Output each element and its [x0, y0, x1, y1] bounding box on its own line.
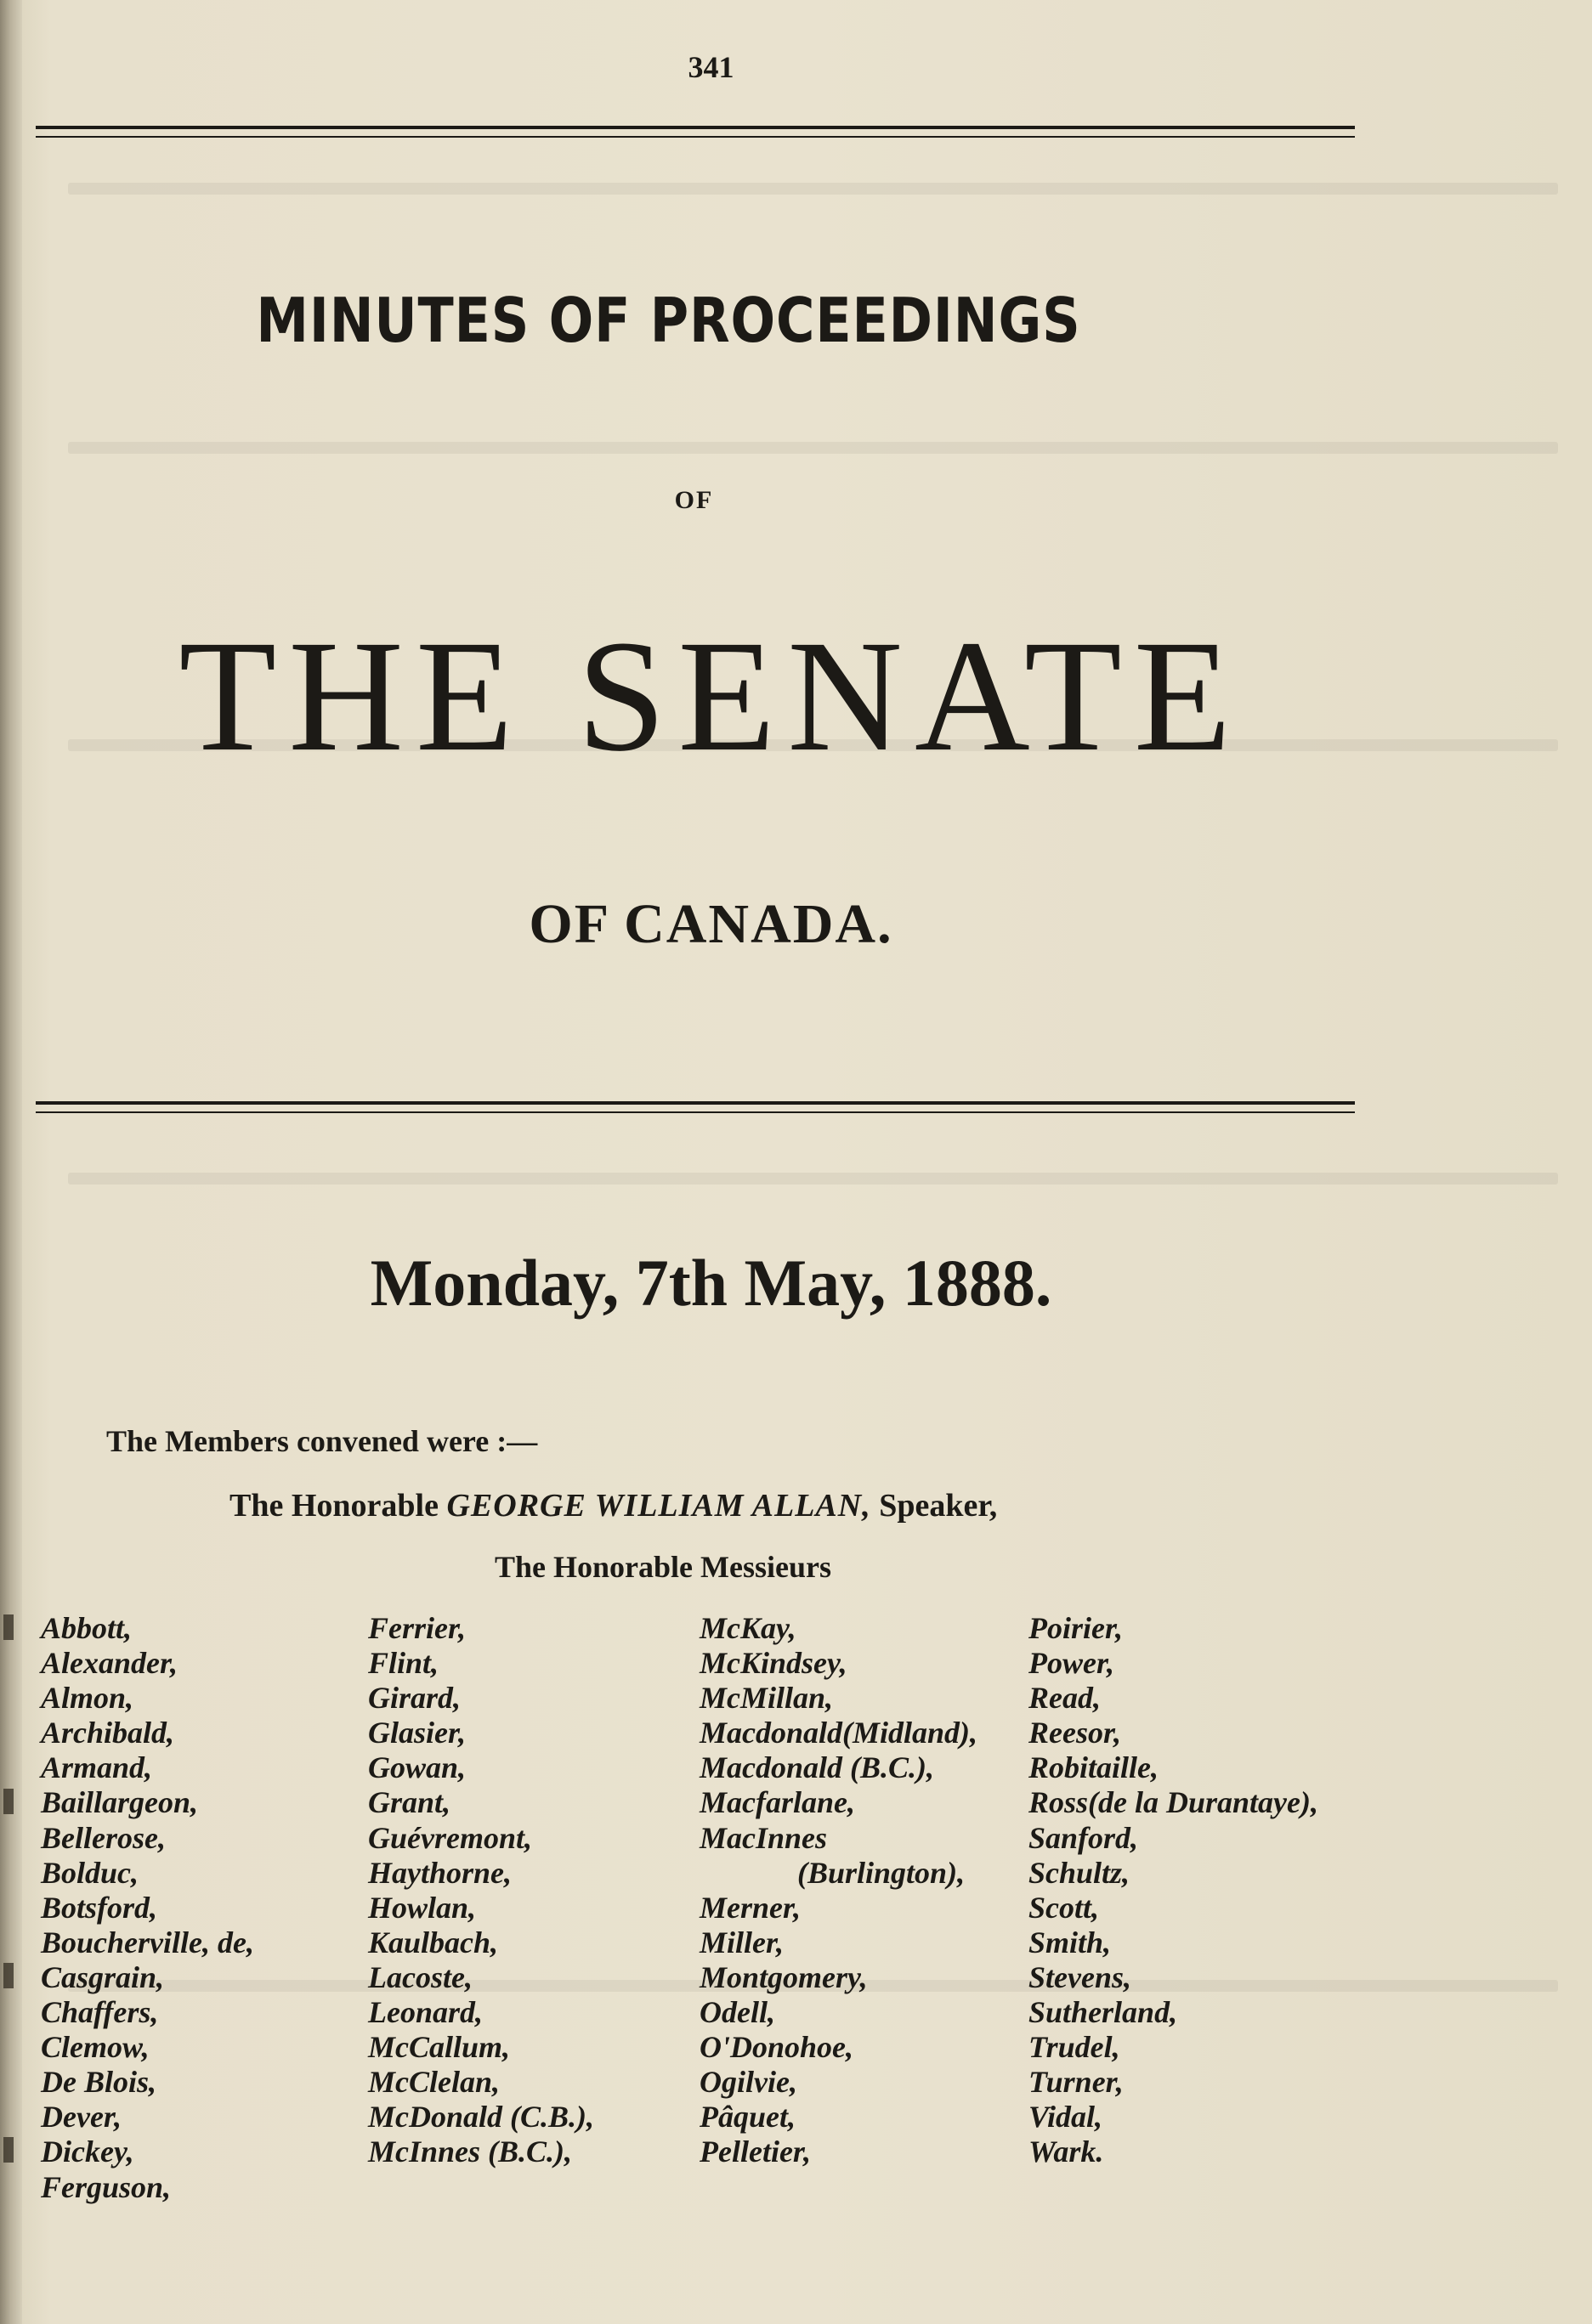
- member-name: Almon,: [41, 1681, 134, 1716]
- member-name: Stevens,: [1028, 1959, 1131, 1994]
- member-name: Macdonald(Midland),: [700, 1716, 978, 1750]
- member-name: Pâquet,: [700, 2100, 796, 2135]
- speaker-prefix: The Honorable: [229, 1488, 439, 1524]
- members-convened-label: The Members convened were :—: [106, 1424, 538, 1458]
- member-name: Botsford,: [41, 1890, 158, 1925]
- member-name: Archibald,: [41, 1716, 175, 1750]
- member-name: Sanford,: [1028, 1820, 1139, 1855]
- member-name: McKindsey,: [700, 1646, 847, 1681]
- show-through-text: [68, 1173, 1558, 1185]
- member-name: Alexander,: [41, 1646, 178, 1681]
- member-name: Sutherland,: [1028, 1995, 1178, 2030]
- member-name: Grant,: [368, 1785, 451, 1820]
- member-name: Trudel,: [1028, 2030, 1120, 2065]
- member-name: Read,: [1028, 1681, 1101, 1716]
- member-name: Vidal,: [1028, 2100, 1103, 2135]
- member-name: Flint,: [368, 1646, 439, 1681]
- header-rule-thin: [36, 136, 1355, 138]
- member-name: Girard,: [368, 1681, 462, 1716]
- member-name: Guévremont,: [368, 1820, 532, 1855]
- member-name: Reesor,: [1028, 1716, 1122, 1750]
- speaker-name: GEORGE WILLIAM ALLAN,: [446, 1488, 871, 1524]
- margin-mark: [3, 1789, 14, 1814]
- member-name: McKay,: [700, 1611, 796, 1645]
- member-name: Turner,: [1028, 2065, 1124, 2100]
- member-name: Wark.: [1028, 2135, 1104, 2169]
- show-through-text: [68, 183, 1558, 195]
- margin-mark: [3, 1963, 14, 1988]
- member-name: Miller,: [700, 1925, 785, 1959]
- speaker-line: [229, 1487, 997, 1524]
- member-name: Leonard,: [368, 1995, 483, 2030]
- member-name: McDonald (C.B.),: [368, 2100, 595, 2135]
- member-name: Kaulbach,: [368, 1925, 499, 1959]
- member-name: Pelletier,: [700, 2135, 811, 2169]
- member-name: Howlan,: [368, 1890, 477, 1925]
- member-name: McInnes (B.C.),: [368, 2135, 573, 2169]
- member-name: Robitaille,: [1028, 1750, 1159, 1785]
- member-name: McMillan,: [700, 1681, 834, 1716]
- member-name: Macfarlane,: [700, 1785, 855, 1820]
- member-name: Odell,: [700, 1995, 775, 2030]
- section-rule-thin: [36, 1111, 1355, 1113]
- member-name: Scott,: [1028, 1890, 1100, 1925]
- member-name: Baillargeon,: [41, 1785, 199, 1820]
- member-name: MacInnes: [700, 1820, 828, 1855]
- member-name: (Burlington),: [797, 1855, 966, 1890]
- member-name: Glasier,: [368, 1716, 467, 1750]
- members-column-1: [41, 1611, 254, 2205]
- member-name: Bellerose,: [41, 1820, 166, 1855]
- member-name: Dever,: [41, 2100, 122, 2135]
- member-name: McClelan,: [368, 2065, 501, 2100]
- member-name: Chaffers,: [41, 1995, 159, 2030]
- honorable-messieurs-label: The Honorable Messieurs: [495, 1550, 831, 1584]
- member-name: Ogilvie,: [700, 2065, 797, 2100]
- member-name: Armand,: [41, 1750, 153, 1785]
- member-name: McCallum,: [368, 2030, 511, 2065]
- member-name: Haythorne,: [368, 1855, 513, 1890]
- member-name: Casgrain,: [41, 1959, 165, 1994]
- heading-of-canada: OF CANADA.: [529, 893, 893, 955]
- member-name: Bolduc,: [41, 1855, 139, 1890]
- member-name: De Blois,: [41, 2065, 157, 2100]
- member-name: Abbott,: [41, 1611, 133, 1645]
- member-name: O'Donohoe,: [700, 2030, 854, 2065]
- member-name: Lacoste,: [368, 1959, 473, 1994]
- member-name: Poirier,: [1028, 1611, 1124, 1645]
- margin-mark: [3, 2137, 14, 2163]
- member-name: Ross(de la Durantaye),: [1028, 1785, 1318, 1820]
- header-rule-thick: [36, 126, 1355, 129]
- member-name: Ferrier,: [368, 1611, 467, 1645]
- show-through-text: [68, 442, 1558, 454]
- member-name: Boucherville, de,: [41, 1925, 254, 1959]
- members-column-4: [1028, 1611, 1318, 2170]
- member-name: Gowan,: [368, 1750, 467, 1785]
- member-name: Ferguson,: [41, 2169, 172, 2204]
- date-line: Monday, 7th May, 1888.: [370, 1246, 1052, 1320]
- members-column-2: [368, 1611, 594, 2170]
- member-name: Power,: [1028, 1646, 1115, 1681]
- speaker-title: Speaker,: [879, 1488, 998, 1524]
- page-number: 341: [688, 50, 734, 84]
- member-name: Macdonald (B.C.),: [700, 1750, 935, 1785]
- heading-of: OF: [674, 486, 714, 514]
- members-column-3: [700, 1611, 977, 2170]
- heading-the-senate: THE SENATE: [178, 607, 1244, 784]
- member-name: Smith,: [1028, 1925, 1112, 1959]
- section-rule-thick: [36, 1101, 1355, 1105]
- member-name: Merner,: [700, 1890, 802, 1925]
- member-name: Dickey,: [41, 2135, 134, 2169]
- member-name: Clemow,: [41, 2030, 150, 2065]
- member-name: Montgomery,: [700, 1959, 868, 1994]
- margin-mark: [3, 1614, 14, 1640]
- member-name: Schultz,: [1028, 1855, 1130, 1890]
- heading-minutes-of-proceedings: MINUTES OF PROCEEDINGS: [256, 285, 1081, 356]
